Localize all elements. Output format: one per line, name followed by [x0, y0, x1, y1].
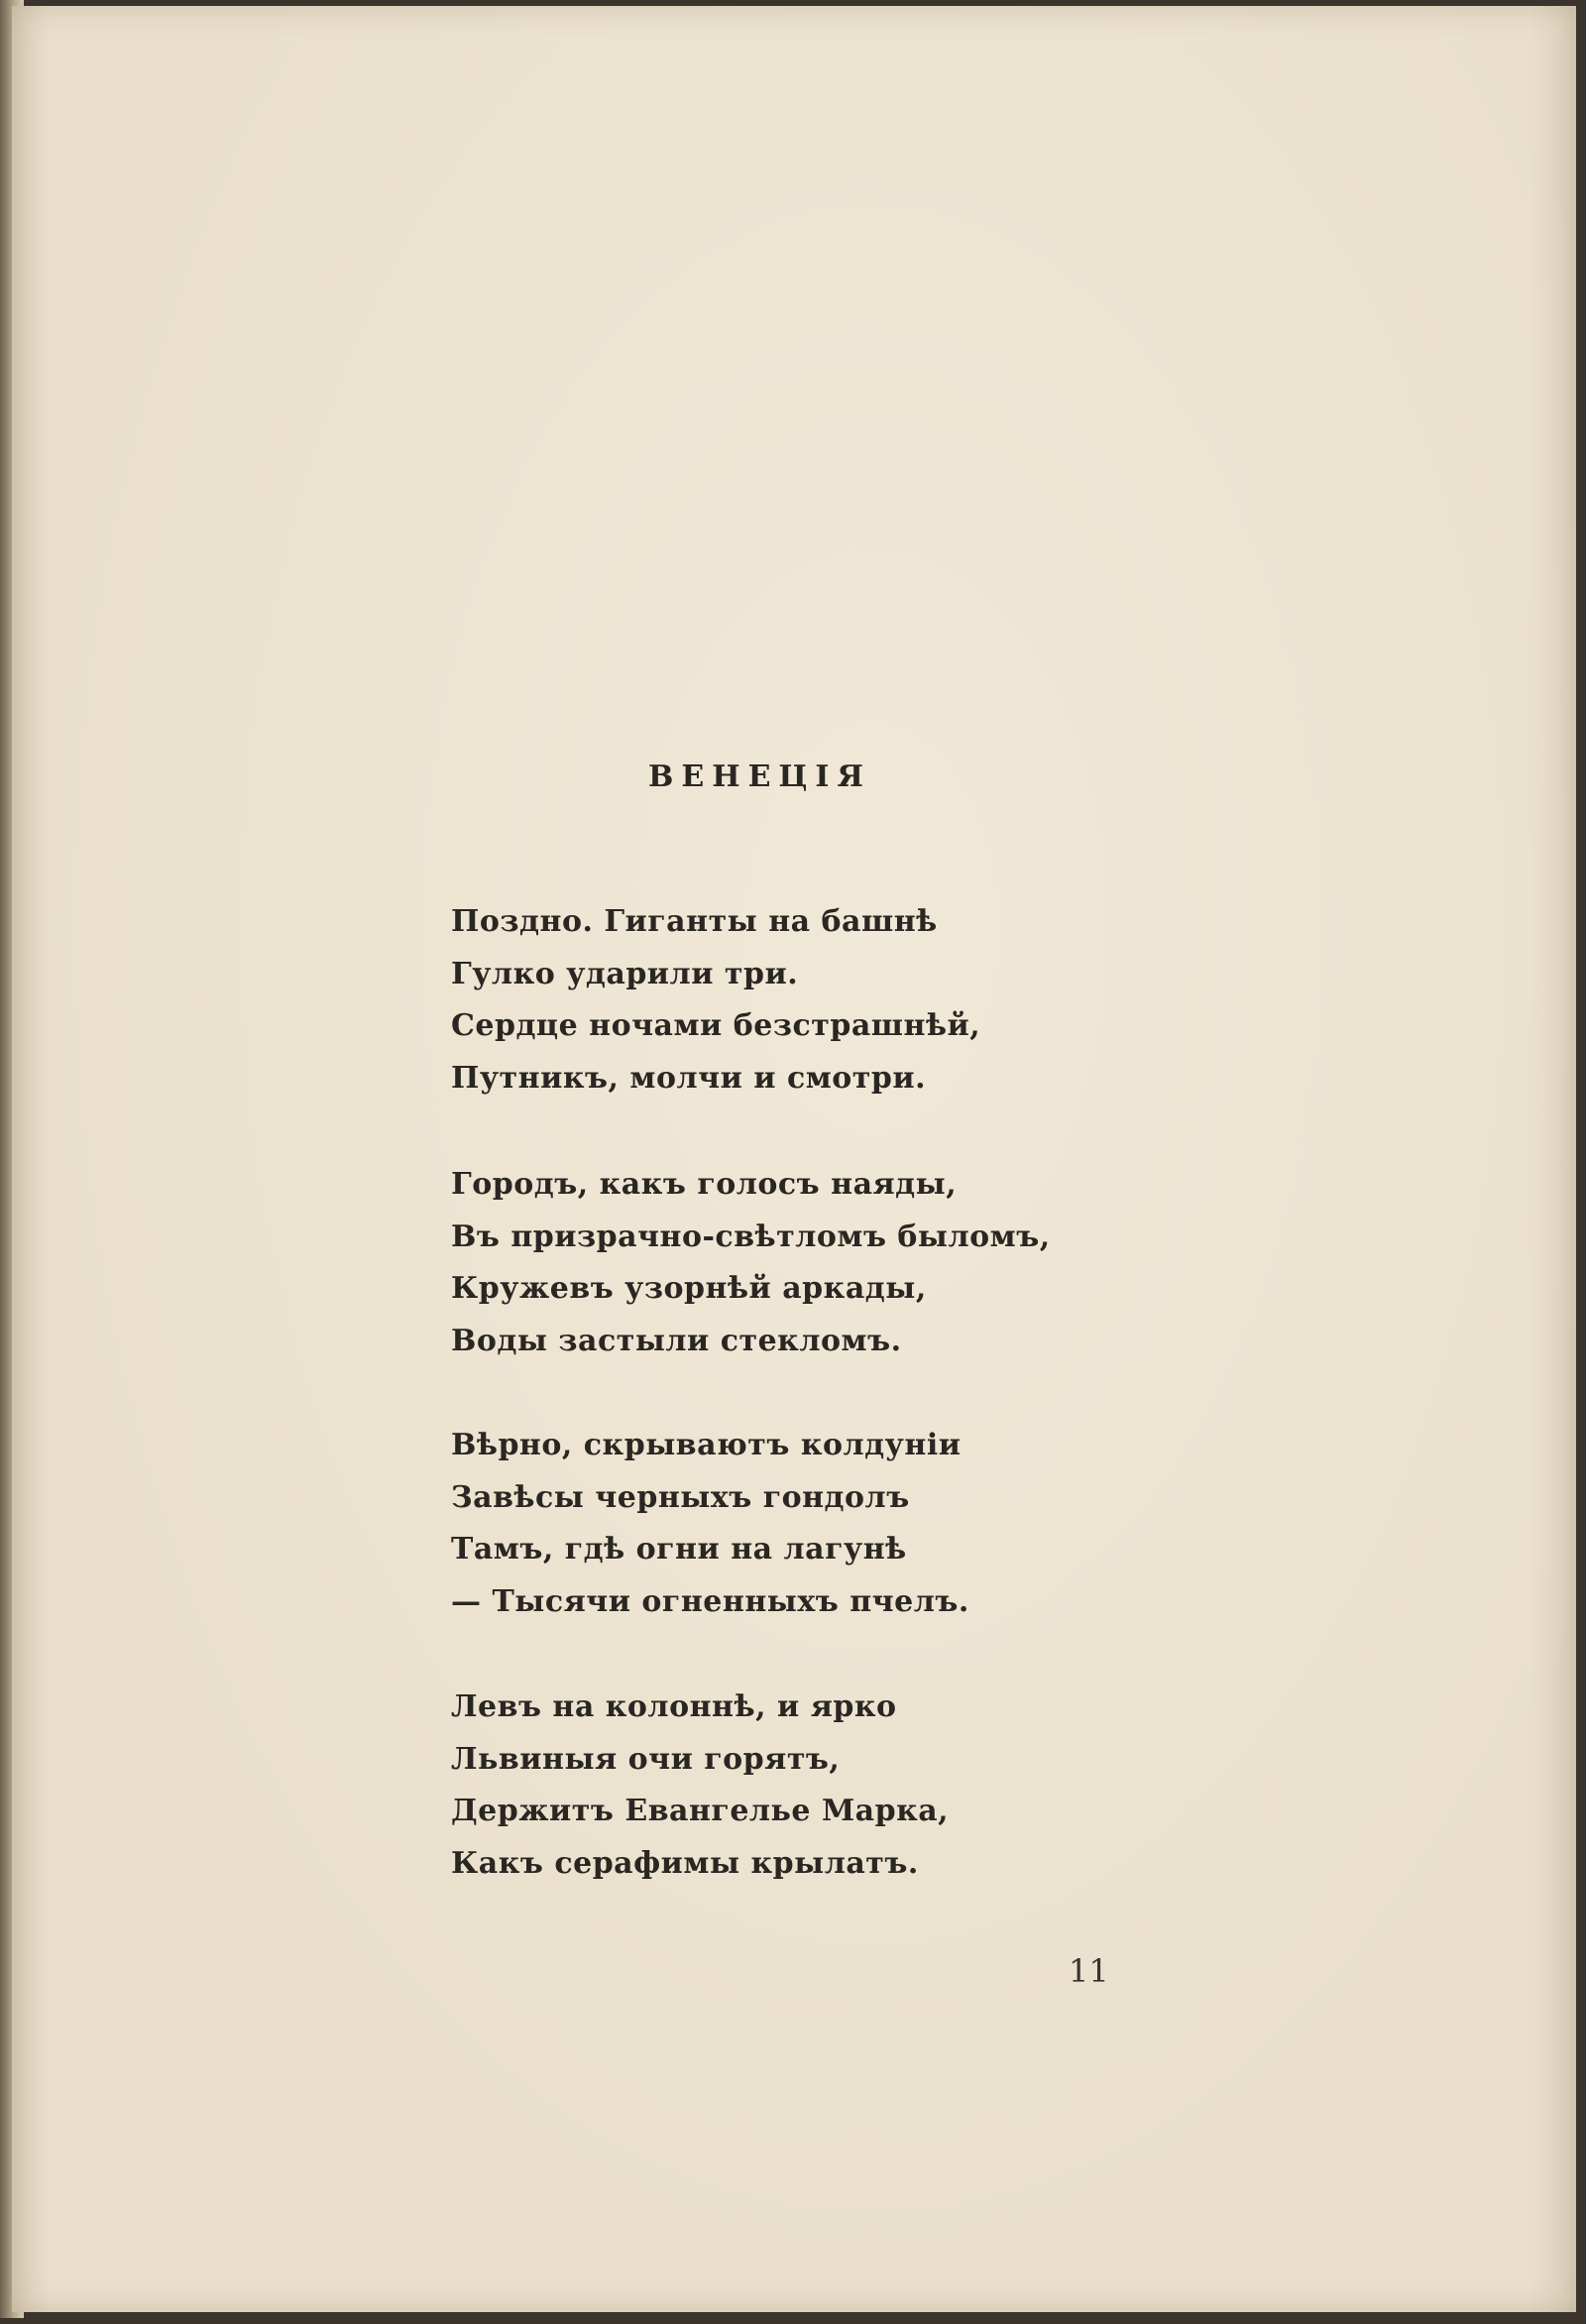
poem-line: Держитъ Евангелье Марка,	[451, 1794, 950, 1828]
page-number: 11	[1069, 1952, 1109, 1990]
poem-line: Вѣрно, скрываютъ колдуніи	[451, 1428, 962, 1462]
stanza-4	[451, 1682, 949, 1890]
poem-line: Поздно. Гиганты на башнѣ	[451, 904, 938, 939]
poem-line: Путникъ, молчи и смотри.	[451, 1060, 927, 1096]
stanza-3	[451, 1420, 969, 1628]
poem-line: Завѣсы черныхъ гондолъ	[451, 1479, 910, 1515]
poem-line: Въ призрачно-свѣтломъ быломъ,	[451, 1219, 1051, 1254]
book-page	[12, 6, 1576, 2312]
poem-line: Левъ на колоннѣ, и ярко	[451, 1689, 897, 1724]
poem-line: Городъ, какъ голосъ наяды,	[451, 1167, 958, 1202]
poem-line: Львиныя очи горятъ,	[451, 1741, 841, 1777]
poem-title: ВЕНЕЦІЯ	[648, 759, 871, 794]
stanza-1	[451, 896, 980, 1104]
poem-line: Сердце ночами безстрашнѣй,	[451, 1008, 981, 1043]
poem-line: Тамъ, гдѣ огни на лагунѣ	[451, 1532, 907, 1567]
poem-line: Какъ серафимы крылатъ.	[451, 1845, 919, 1881]
poem-content	[438, 6, 1132, 2324]
poem-line: Гулко ударили три.	[451, 956, 799, 991]
poem-line: Кружевъ узорнѣй аркады,	[451, 1271, 927, 1306]
poem-line: — Тысячи огненныхъ пчелъ.	[451, 1583, 969, 1619]
stanza-2	[451, 1159, 1051, 1367]
poem-line: Воды застыли стекломъ.	[451, 1323, 902, 1358]
